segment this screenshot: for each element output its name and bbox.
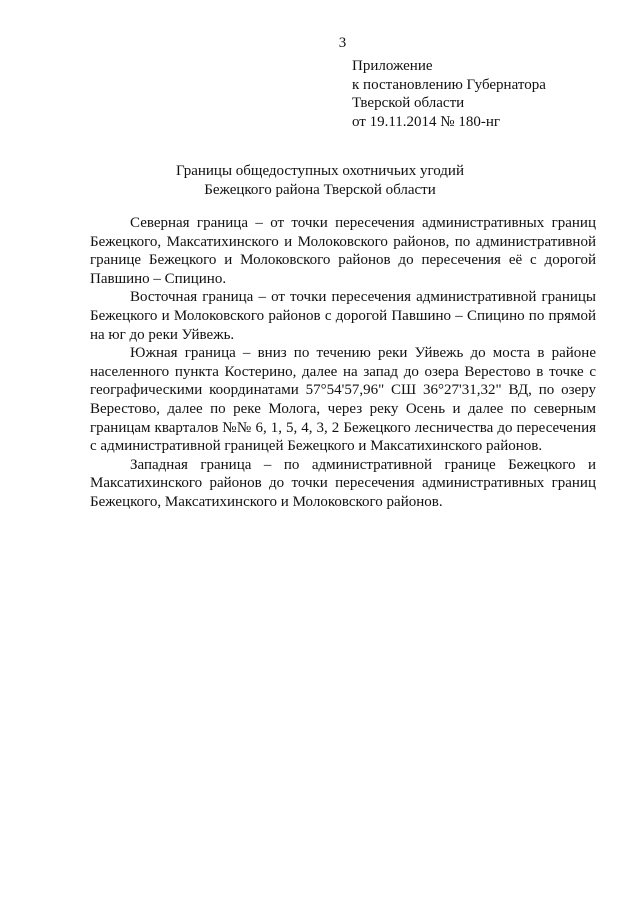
paragraph-north-border: Северная граница – от точки пересечения административных границ Бежецкого, Максатихинского и Молоковского районов, по административной границе Бежецкого и Молоковского районов до пересечения её с дорогой Павшино – Спицино. <box>90 215 596 287</box>
appendix-block <box>352 57 622 131</box>
page-number: 3 <box>338 35 347 51</box>
title-line-2: Бежецкого района Тверской области <box>204 181 436 198</box>
appendix-line-4: от 19.11.2014 № 180-нг <box>352 113 501 130</box>
appendix-line-3: Тверской области <box>352 95 465 111</box>
title-line-1: Границы общедоступных охотничьих угодий <box>175 163 464 179</box>
document-title <box>110 162 530 199</box>
appendix-line-2: к постановлению Губернатора <box>352 76 546 93</box>
paragraph-east-border: Восточная граница – от точки пересечения административной границы Бежецкого и Молоковского районов с дорогой Павшино – Спицино по прямой на юг до реки Уйвежь. <box>90 289 596 343</box>
paragraph-south-border: Южная граница – вниз по течению реки Уйвежь до моста в районе населенного пункта Костерино, далее на запад до озера Верестово в точке с географическими координатами 57°54'57,96" СШ 36°27'31,32" ВД, по озеру Верестово, далее по реке Молога, через реку Осень и далее по северным границам кварталов №№ 6, 1, 5, 4, 3, 2 Бежецкого лесничества до пересечения с административной границей Бежецкого и Максатихинского районов. <box>90 345 596 455</box>
appendix-line-1: Приложение <box>352 58 433 74</box>
document-body <box>90 214 596 512</box>
paragraph-west-border: Западная граница – по административной границе Бежецкого и Максатихинского районов до точки пересечения административных границ Бежецкого, Максатихинского и Молоковского районов. <box>90 456 596 510</box>
